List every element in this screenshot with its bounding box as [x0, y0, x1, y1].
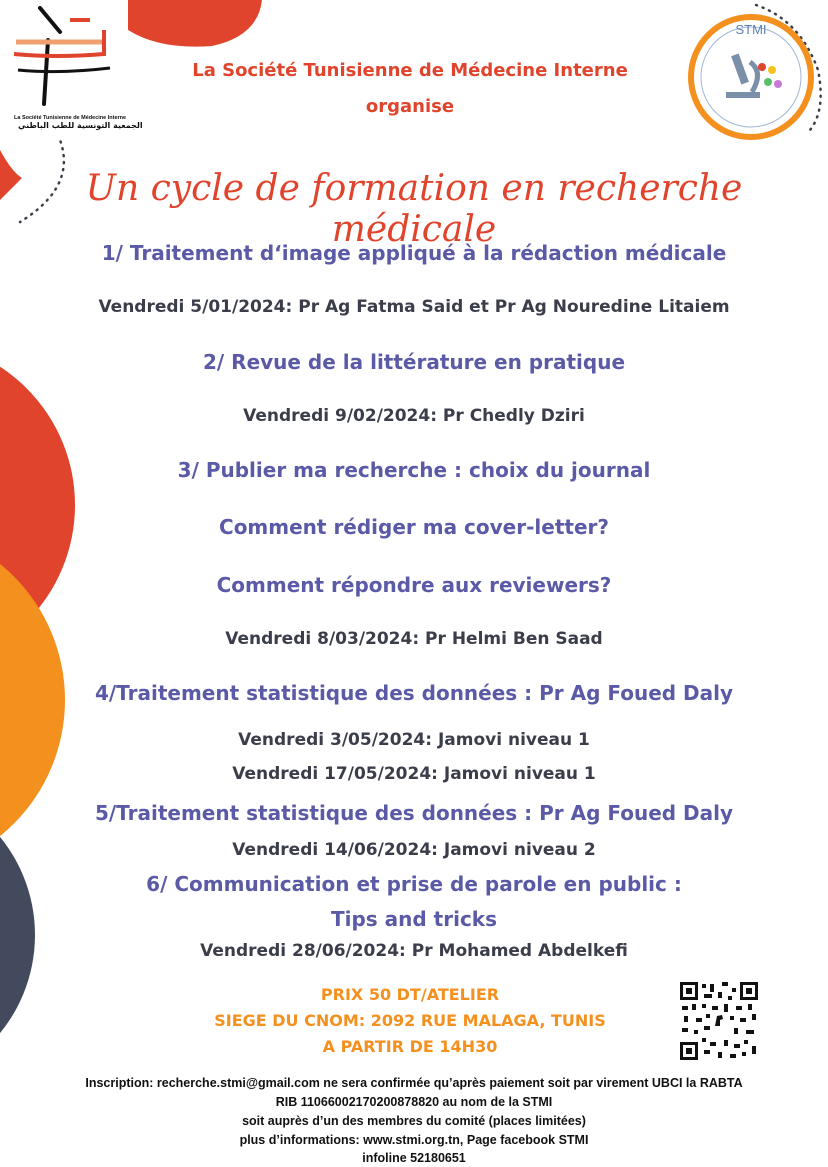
- session-3-topic: 3/ Publier ma recherche : choix du journal: [177, 458, 651, 482]
- footer-line-3: soit auprès d’un des membres du comité (places limitées): [242, 1114, 586, 1128]
- qr-code-icon: [678, 980, 760, 1062]
- page-title: Un cycle de formation en recherche médicale: [85, 168, 743, 250]
- session-3-date: Vendredi 8/03/2024: Pr Helmi Ben Saad: [225, 629, 603, 649]
- stmi-logo-right: [686, 12, 816, 142]
- header-org: La Société Tunisienne de Médecine Interne: [192, 60, 628, 81]
- session-6-date: Vendredi 28/06/2024: Pr Mohamed Abdelkefi: [200, 941, 628, 961]
- session-2-topic: 2/ Revue de la littérature en pratique: [202, 350, 626, 374]
- session-4-date-2: Vendredi 17/05/2024: Jamovi niveau 1: [232, 764, 596, 784]
- session-5-date: Vendredi 14/06/2024: Jamovi niveau 2: [232, 840, 596, 860]
- session-6-topic-2: Tips and tricks: [330, 907, 498, 931]
- session-1-topic: 1/ Traitement d‘image appliqué à la rédaction médicale: [101, 241, 727, 265]
- session-5-topic: 5/Traitement statistique des données : Pr Ag Foued Daly: [94, 801, 734, 825]
- footer-line-1: Inscription: recherche.stmi@gmail.com ne sera confirmée qu’après paiement soit par virement UBCI la RABTA: [85, 1076, 743, 1090]
- top-red-arc: [128, 0, 262, 47]
- calligraphy-logo-icon: [0, 0, 128, 110]
- session-2-date: Vendredi 9/02/2024: Pr Chedly Dziri: [243, 406, 585, 426]
- footer-line-5: infoline 52180651: [362, 1151, 466, 1165]
- qr-code[interactable]: [678, 980, 760, 1062]
- logo-caption-ar: الجمعية التونسية للطب الباطني: [18, 121, 143, 130]
- session-4-topic: 4/Traitement statistique des données : Pr Ag Foued Daly: [94, 681, 734, 705]
- session-3-sub1: Comment rédiger ma cover-letter?: [219, 515, 609, 539]
- session-6-topic: 6/ Communication et prise de parole en public :: [146, 872, 682, 896]
- price-info: PRIX 50 DT/ATELIER: [320, 985, 500, 1004]
- header-verb: organise: [365, 96, 455, 117]
- session-1-date: Vendredi 5/01/2024: Pr Ag Fatma Said et Pr Ag Nouredine Litaiem: [98, 297, 730, 317]
- footer-line-2: RIB 11066002170200878820 au nom de la STMI: [275, 1095, 553, 1109]
- session-4-date-1: Vendredi 3/05/2024: Jamovi niveau 1: [238, 730, 590, 750]
- session-3-sub2: Comment répondre aux reviewers?: [216, 573, 612, 597]
- stmi-logo-left: [0, 0, 143, 138]
- footer-line-4: plus d’informations: www.stmi.org.tn, Page facebook STMI: [239, 1133, 589, 1147]
- logo-caption-fr: La Société Tunisienne de Médecine Interne: [14, 115, 127, 121]
- place-info: SIEGE DU CNOM: 2092 RUE MALAGA, TUNIS: [214, 1011, 606, 1030]
- stmi-logo-name: STMI: [735, 22, 767, 37]
- time-info: A PARTIR DE 14H30: [322, 1037, 498, 1056]
